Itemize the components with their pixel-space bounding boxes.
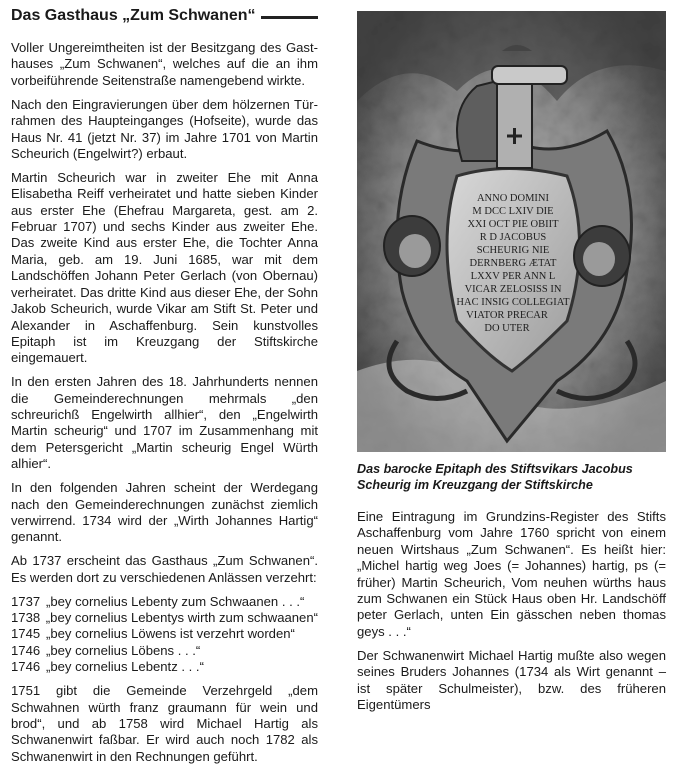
right-column (357, 11, 666, 721)
quote-year: 1745 (11, 626, 41, 642)
heading-rule (261, 16, 318, 19)
svg-text:ANNO DOMINI: ANNO DOMINI (476, 193, 550, 204)
quote-text: „bey cornelius Lebentys wirth zum schwaanen“ (45, 610, 318, 625)
svg-text:R D JACOBUS: R D JACOBUS (479, 232, 547, 243)
quote-year: 1746 (11, 642, 41, 658)
paragraph: In den folgenden Jahren scheint der Werdegang nach den Gemeinderechnungen zunächst ziemlich verwirrend. 1734 wird der „Wirth Johannes Hartig“ genannt. (11, 480, 318, 545)
svg-text:DERNBERG ÆTAT: DERNBERG ÆTAT (469, 258, 557, 269)
paragraph: 1751 gibt die Gemeinde Verzehrgeld „dem Schwahnen würth franz graumann für wein und brod“, und ab 1758 wird Michael Hartig als Schwanenwirt faßbar. Er wird auch noch 1782 als Schwanenwirt in den Rechnungen geführt. (11, 683, 318, 764)
svg-text:DO UTER: DO UTER (484, 323, 530, 334)
paragraph: Martin Scheurich war in zweiter Ehe mit Anna Elisabetha Reiff verheiratet und hatte sieben Kinder aus erster Ehe (Ehefrau Margareta, gest. am 2. Februar 1707) und sechs Kinder aus zweiter Ehe. Das zweite Kind aus erster Ehe, die Tochter Anna Maria, geb. am 19. Juni 1685, war mit dem Landschöffen Johann Peter Gerlach (von Obernau) verheiratet. Das dritte Kind aus dieser Ehe, der Sohn Jakob Scheurich, wurde Vikar am Stift St. Peter und Alexander in Aschaffenburg. Sein kunstvolles Epitaph ist im Kreuzgang der Stiftskirche eingemauert. (11, 169, 318, 366)
quote-item (11, 659, 318, 675)
svg-text:LXXV PER ANN L: LXXV PER ANN L (470, 271, 556, 282)
quote-item (11, 626, 318, 642)
quote-item (11, 643, 318, 659)
paragraph: Der Schwanenwirt Michael Hartig mußte also wegen seines Bruders Johannes (1734 als Wirt genannt – ist später Schulmeister), bzw. des früheren Eigentümers (357, 647, 666, 712)
left-column (11, 6, 318, 773)
svg-text:VIATOR PRECAR: VIATOR PRECAR (466, 310, 548, 321)
svg-text:SCHEURIG NIE: SCHEURIG NIE (476, 245, 550, 256)
article-heading (11, 6, 318, 26)
svg-text:HAC INSIG COLLEGIAT: HAC INSIG COLLEGIAT (456, 297, 570, 308)
quote-year: 1738 (11, 610, 41, 625)
quote-text: „bey cornelius Löbens . . .“ (46, 642, 201, 658)
svg-text:XXI OCT PIE OBIIT: XXI OCT PIE OBIIT (467, 219, 559, 230)
paragraph: Voller Ungereimtheiten ist der Besitzgang des Gasthauses „Zum Schwanen“, welches auf die an ihm vorbeiführende Seitenstraße namengebend wirkte. (11, 40, 318, 88)
paragraph: Ab 1737 erscheint das Gasthaus „Zum Schwanen“. Es werden dort zu verschiedenen Anlässen verzehrt: (11, 553, 318, 585)
svg-text:M DCC LXIV DIE: M DCC LXIV DIE (472, 206, 554, 217)
paragraph: In den ersten Jahren des 18. Jahrhunderts nennen die Gemeinderechnungen mehrmals „den schreurichß Engelwirth allhier“, den „Engelwirth Martin scheurig“ und 1707 im Zusammenhang mit dem Petersgericht „Martin scheurig Engel Würth alhier“. (11, 374, 318, 472)
quote-item (11, 594, 318, 610)
paragraph: Nach den Eingravierungen über dem hölzernen Türrahmen des Haupteinganges (Hofseite), wurde das Haus Nr. 41 (jetzt Nr. 37) im Jahre 1701 von Martin Scheurich (Engelwirt?) erbaut. (11, 96, 318, 161)
photo-caption: Das barocke Epitaph des Stiftsvikars Jacobus Scheurig im Kreuzgang der Stiftskirche (357, 462, 633, 492)
quote-text: „bey cornelius Lebentz . . .“ (46, 659, 204, 675)
epitaph-illustration (357, 11, 666, 452)
quote-year: 1746 (11, 659, 41, 675)
heading-text: Das Gasthaus „Zum Schwanen“ (11, 7, 256, 24)
quote-text: „bey cornelius Löwens ist verzehrt worden“ (46, 626, 295, 642)
svg-text:VICAR ZELOSISS IN: VICAR ZELOSISS IN (464, 284, 562, 295)
epitaph-photo (357, 11, 666, 452)
quote-item (11, 610, 318, 626)
quote-list (11, 594, 318, 676)
paragraph: Eine Eintragung im Grundzins-Register des Stifts Aschaffenburg vom Jahre 1760 spricht von einem neuen Wirtshaus „Zum Schwanen“. Es heißt hier: „Michel hartig weg Joes (= Johannes) hartig, ps (= früher) Martin Scheurich, Vom neuhen würths haus zum Schwanen ein Stück Haus oben Hr. Landschöff peter Gerlach, unten Ein gässchen neben thomas geys . . .“ (357, 509, 666, 639)
quote-text: „bey cornelius Lebenty zum Schwaanen . . .“ (46, 593, 305, 609)
quote-year: 1737 (11, 593, 41, 609)
